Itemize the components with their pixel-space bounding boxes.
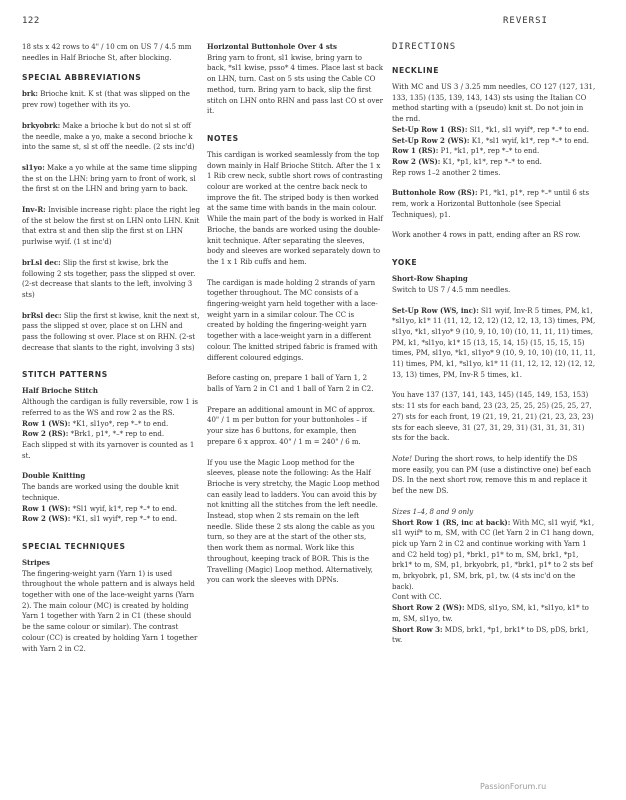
row-label: Row 2 (WS): xyxy=(22,514,71,524)
double-knitting-title: Double Knitting xyxy=(22,471,86,481)
directions-heading: DIRECTIONS xyxy=(392,42,457,52)
double-knitting-text: The bands are worked using the double knit technique. xyxy=(22,483,179,502)
note-text: During the short rows, to help identify the DS more easily, you can PM (use a distinctive one) bef each DS. In the next short row, remove this m and replace it bef the new DS. xyxy=(392,454,592,496)
row-label: Row 2 (WS): xyxy=(392,156,441,166)
short-row-2 xyxy=(392,603,596,624)
row-text: P1, *k1, p1*, rep *–* to end. xyxy=(438,147,540,156)
short-row-note xyxy=(392,454,596,497)
abbreviation-term: Inv-R: xyxy=(22,205,46,215)
continue-text: Cont with CC. xyxy=(392,593,442,602)
half-brioche-title: Half Brioche Stitch xyxy=(22,386,98,396)
abbreviation-entry xyxy=(22,258,200,301)
row-label: Row 1 (WS): xyxy=(22,418,71,428)
notes-paragraph: Prepare an additional amount in MC of approx. 40" / 1 m per button for your buttonholes – if your size has 6 buttons, for example, then prepare 6 x approx. 40" / 1 m = 240" / 6 m. xyxy=(207,405,375,446)
abbreviations-heading: SPECIAL ABBREVIATIONS xyxy=(22,73,142,83)
abbreviation-entry xyxy=(22,205,200,248)
buttonhole-text: Bring yarn to front, sl1 kwise, bring yarn to back, *sl1 kwise, psso* 4 times. Place last st back on LHN, turn. Cast on 5 sts using the Cable CO method, turn. Bring yarn to back, slip the first stitch on LHN onto RHN and pass last CO st over it. xyxy=(207,53,383,116)
abbreviation-definition: Slip the first st kwise, knit the next st, pass the slipped st over, place st on LHN and pass the following st over. Place st on RHN. (2-st decrease that slants to the right, involving 3 sts) xyxy=(22,311,200,352)
abbreviation-entry xyxy=(22,121,200,153)
row-text: *Brk1, p1*, *–* rep to end. xyxy=(68,430,165,439)
running-head: REVERSI xyxy=(503,16,548,26)
row-text: Sl1 wyif, Inv-R 5 times, PM, k1, *sl1yo, k1* 11 (11, 12, 12, 12) (12, 12, 13, 13) times, PM, sl1yo, *k1, sl1yo* 9 (10, 9, 10, 10) (10, 11, 11, 11) times, PM, k1, *sl1yo, k1* 15 (13, 15, 14, 15) (15, 15, 15, 15) times, PM, sl1yo, *k1, sl1yo* 9 (10, 9, 10, 10) (10, 11, 11, 11) times, PM, k1, *sl1yo, k1* 11 (11, 12, 12, 12) (12, 12, 13, 13) times, PM, Inv-R 5 times, k1. xyxy=(392,306,596,379)
row-label: Set-Up Row 1 (RS): xyxy=(392,124,468,134)
abbreviation-definition: Invisible increase right: place the right leg of the st below the first st on LHN onto LHN. Knit that extra st and then slip the first st on LHN purlwise wyif. (1 st inc'd) xyxy=(22,206,200,247)
abbreviation-term: brRsl dec: xyxy=(22,310,62,320)
row-text: *K1, sl1 wyif*, rep *–* to end. xyxy=(70,515,178,524)
notes-paragraph: The cardigan is made holding 2 strands of yarn together throughout. The MC consists of a fingering-weight yarn held together with a lace-weight yarn in a similar colour. The CC is created by holding the fingering-weight yarn together with a lace-weight yarn in a different colour. The knitted striped fabric is framed with different coloured edgings. xyxy=(207,278,378,362)
row-text: *Sl1 wyif, k1*, rep *–* to end. xyxy=(70,504,177,513)
row-text: K1, *p1, k1*, rep *–* to end. xyxy=(440,157,542,166)
row-label: Set-Up Row (WS, inc): xyxy=(392,305,479,315)
notes-heading: NOTES xyxy=(207,133,239,143)
stitch-count-text: You have 137 (137, 141, 143, 145) (145, 149, 153, 153) sts: 11 sts for each band, 23 (23, 25, 25, 25) (25, 25, 27, 27) sts for each front, 19 (21, 19, 21, 21) (21, 23, 23, 23) sts for each sleeve, 31 (27, 31, 29, 31) (31, 31, 31, 31) sts for the back. xyxy=(392,391,594,443)
repeat-text: Rep rows 1–2 another 2 times. xyxy=(392,168,501,177)
abbreviation-definition: Make a yo while at the same time slipping the st on the LHN: bring yarn to front of work, sl the first st on the LHN and bring yarn to back. xyxy=(22,163,198,194)
stripes-text: The fingering-weight yarn (Yarn 1) is used throughout the whole pattern and is always held together with one of the lace-weight yarns (Yarn 2). The main colour (MC) is created by holding Yarn 1 together with Yarn 2 in C1 (these should be the same colour or similar). The contrast colour (CC) is created by holding Yarn 1 together with Yarn 2 in C2. xyxy=(22,569,198,653)
row-text: *K1, sl1yo*, rep *–* to end. xyxy=(70,419,169,428)
abbreviation-definition: Make a brioche k but do not sl st off the needle, make a yo, make a second brioche k into the same st, sl st off the needle. (2 sts inc'd) xyxy=(22,121,195,152)
column-left xyxy=(22,42,200,654)
note-label: Note! xyxy=(392,454,413,463)
abbreviations-list xyxy=(22,89,200,353)
needle-switch-text: Switch to US 7 / 4.5 mm needles. xyxy=(392,285,511,294)
column-middle xyxy=(207,42,383,596)
abbreviation-term: sl1yo: xyxy=(22,162,45,172)
row-label: Row 1 (WS): xyxy=(22,503,71,513)
neck-row-1 xyxy=(392,146,596,157)
neckline-intro: With MC and US 3 / 3.25 mm needles, CO 127 (127, 131, 133, 135) (135, 139, 143, 143) sts using the Italian CO method starting with a (pseudo) knit st. Do not join in the rnd. xyxy=(392,83,596,124)
half-brioche-note: Each slipped st with its yarnover is counted as 1 st. xyxy=(22,440,195,460)
abbreviation-entry xyxy=(22,163,200,195)
buttonhole-title: Horizontal Buttonhole Over 4 sts xyxy=(207,42,337,51)
page-number: 122 xyxy=(22,16,40,26)
notes-paragraph: If you use the Magic Loop method for the sleeves, please note the following: As the Half Brioche is very stretchy, the Magic Loop method can easily lead to ladders. You can avoid this by not knitting all the stitches from the left needle. Instead, stop when 2 sts remain on the left needle. Slide these 2 sts along the cable as you turn, so they are at the start of the other sts, then work them as normal. Work like this throughout, keeping track of BOR. This is the Travelling (Magic) Loop method. Alternatively, you can work the sleeves with DPNs. xyxy=(207,458,380,585)
notes-paragraph: Before casting on, prepare 1 ball of Yarn 1, 2 balls of Yarn 2 in C1 and 1 ball of Yarn 2 in C2. xyxy=(207,374,374,393)
row-text: K1, *sl1 wyif, k1*, rep *–* to end. xyxy=(469,136,589,145)
short-row-1 xyxy=(392,518,596,593)
half-brioche-row-1 xyxy=(22,419,200,430)
setup-row-ws xyxy=(392,306,596,381)
half-brioche-row-2 xyxy=(22,429,200,440)
abbreviation-entry xyxy=(22,89,200,110)
stripes-title: Stripes xyxy=(22,557,50,567)
row-text: MDS, sl1yo, SM, k1, *sl1yo, k1* to m, SM, sl1yo, tw. xyxy=(392,604,589,623)
row-label: Row 1 (RS): xyxy=(392,146,439,156)
row-label: Row 2 (RS): xyxy=(22,429,69,439)
neckline-heading: NECKLINE xyxy=(392,66,440,75)
row-text: With MC, sl1 wyif, *k1, sl1 wyif* to m, SM, with CC (let Yarn 2 in C1 hang down, pick up Yarn 2 in C2 and continue working with Yarn 1 and C2 held tog) p1, *brk1, p1* to m, SM, brk1, *p1, brk1* to m, SM, p1, brkyobrk, p1, *brk1, p1* to 2 sts bef m, brkyobrk, p1, SM, brk, p1, tw. (4 sts inc'd on the back). xyxy=(392,518,595,591)
column-right xyxy=(392,42,596,646)
row-label: Set-Up Row 2 (WS): xyxy=(392,135,470,145)
setup-row-1 xyxy=(392,125,596,136)
row-label: Short Row 2 (WS): xyxy=(392,603,465,613)
row-label: Buttonhole Row (RS): xyxy=(392,188,478,198)
watermark: PassionForum.ru xyxy=(480,782,547,791)
sizes-label: Sizes 1–4, 8 and 9 only xyxy=(392,507,474,516)
neck-row-2 xyxy=(392,157,596,168)
double-knitting-row-2 xyxy=(22,514,200,525)
abbreviation-definition: Slip the first st kwise, brk the following 2 sts together, pass the slipped st over. (2-st decrease that slants to the left, involving 3 sts) xyxy=(22,258,196,299)
yoke-heading: YOKE xyxy=(392,258,418,268)
work-more-text: Work another 4 rows in patt, ending after an RS row. xyxy=(392,231,581,240)
abbreviation-term: brLsl dec: xyxy=(22,257,61,267)
gauge-text: 18 sts x 42 rows to 4" / 10 cm on US 7 / 4.5 mm needles in Half Brioche St, after blocking. xyxy=(22,43,192,62)
special-techniques-heading: SPECIAL TECHNIQUES xyxy=(22,541,126,551)
short-row-shaping-title: Short-Row Shaping xyxy=(392,274,468,284)
abbreviation-definition: Brioche knit. K st (that was slipped on the prev row) together with its yo. xyxy=(22,90,190,110)
abbreviation-term: brkyobrk: xyxy=(22,120,61,130)
half-brioche-text: Although the cardigan is fully reversible, row 1 is referred to as the WS and row 2 as the RS. xyxy=(22,398,198,417)
buttonhole-row xyxy=(392,188,596,220)
setup-row-2 xyxy=(392,136,596,147)
row-label: Short Row 3: xyxy=(392,624,443,634)
row-label: Short Row 1 (RS, inc at back): xyxy=(392,517,511,527)
double-knitting-row-1 xyxy=(22,504,200,515)
abbreviation-entry xyxy=(22,311,200,354)
row-text: Sl1, *k1, sl1 wyif*, rep *–* to end. xyxy=(467,125,589,134)
abbreviation-term: brk: xyxy=(22,89,39,99)
notes-paragraph: This cardigan is worked seamlessly from the top down mainly in Half Brioche Stitch. After the 1 x 1 Rib crew neck, subtle short rows of contrasting colour are worked at the centre back neck to improve the fit. The striped body is then worked at the same time with bands in the main colour. While the main part of the body is worked in Half Brioche, the bands are worked using the double-knit technique. After separating the sleeves, body and sleeves are worked separately down to the 1 x 1 Rib cuffs and hem. xyxy=(207,150,383,266)
row-text: MDS, brk1, *p1, brk1* to DS, pDS, brk1, tw. xyxy=(392,625,589,645)
row-text: P1, *k1, p1*, rep *–* until 6 sts rem, work a Horizontal Buttonhole (see Special Techniques), p1. xyxy=(392,189,590,219)
short-row-3 xyxy=(392,625,596,646)
stitch-patterns-heading: STITCH PATTERNS xyxy=(22,370,108,380)
